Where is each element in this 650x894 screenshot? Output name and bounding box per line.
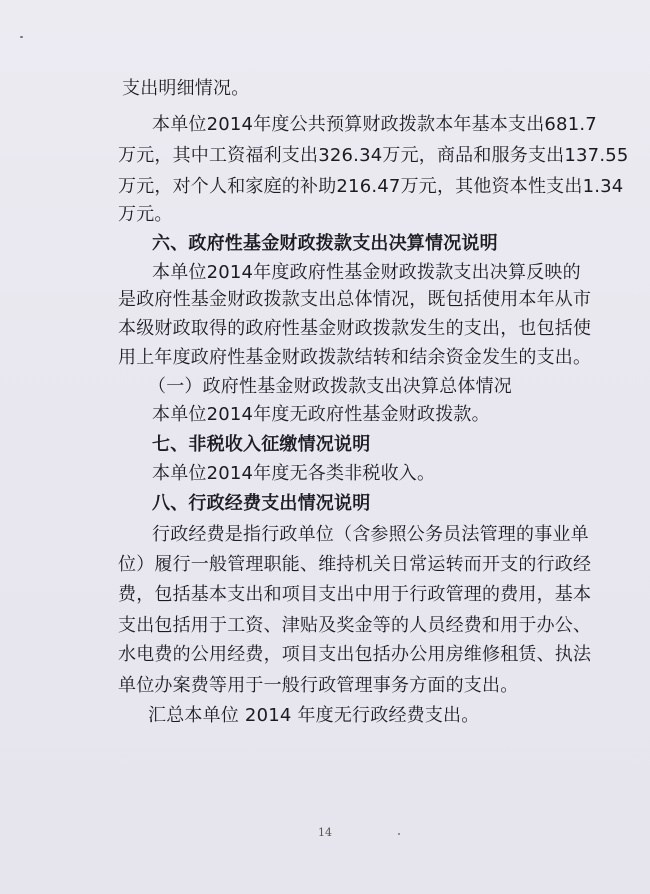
text-line: 本单位2014年度无政府性基金财政拨款。 bbox=[152, 404, 490, 425]
text-line: 万元。 bbox=[118, 204, 173, 225]
page-number: 14 bbox=[318, 826, 332, 839]
scan-speck bbox=[398, 833, 400, 835]
text-line: 支出明细情况。 bbox=[122, 78, 250, 99]
section-heading-8: 八、行政经费支出情况说明 bbox=[152, 493, 371, 514]
text-line: 本级财政取得的政府性基金财政拨款发生的支出，也包括使 bbox=[118, 318, 592, 339]
text-line: 水电费的公用经费，项目支出包括办公用房维修租赁、执法 bbox=[118, 644, 592, 665]
text-line: 是政府性基金财政拨款支出总体情况，既包括使用本年从市 bbox=[118, 289, 592, 310]
text-line: 汇总本单位 2014 年度无行政经费支出。 bbox=[148, 705, 480, 726]
subsection-heading: （一）政府性基金财政拨款支出决算总体情况 bbox=[148, 376, 512, 397]
text-line: 万元，其中工资福利支出326.34万元，商品和服务支出137.55 bbox=[118, 145, 629, 166]
text-line: 本单位2014年度无各类非税收入。 bbox=[152, 463, 436, 484]
text-line: 用上年度政府性基金财政拨款结转和结余资金发生的支出。 bbox=[118, 347, 592, 368]
text-line: 行政经费是指行政单位（含参照公务员法管理的事业单 bbox=[152, 524, 589, 545]
text-line: 支出包括用于工资、津贴及奖金等的人员经费和用于办公、 bbox=[118, 615, 592, 636]
text-line: 本单位2014年度政府性基金财政拨款支出决算反映的 bbox=[152, 262, 581, 283]
text-line: 单位办案费等用于一般行政管理事务方面的支出。 bbox=[118, 675, 519, 696]
text-line: 本单位2014年度公共预算财政拨款本年基本支出681.7 bbox=[152, 114, 597, 135]
text-line: 费，包括基本支出和项目支出中用于行政管理的费用，基本 bbox=[118, 584, 592, 605]
text-line: 万元，对个人和家庭的补助216.47万元，其他资本性支出1.34 bbox=[118, 176, 624, 197]
section-heading-7: 七、非税收入征缴情况说明 bbox=[152, 434, 371, 455]
scan-speck bbox=[20, 36, 23, 38]
text-line: 位）履行一般管理职能、维持机关日常运转而开支的行政经 bbox=[118, 554, 592, 575]
section-heading-6: 六、政府性基金财政拨款支出决算情况说明 bbox=[152, 233, 498, 254]
